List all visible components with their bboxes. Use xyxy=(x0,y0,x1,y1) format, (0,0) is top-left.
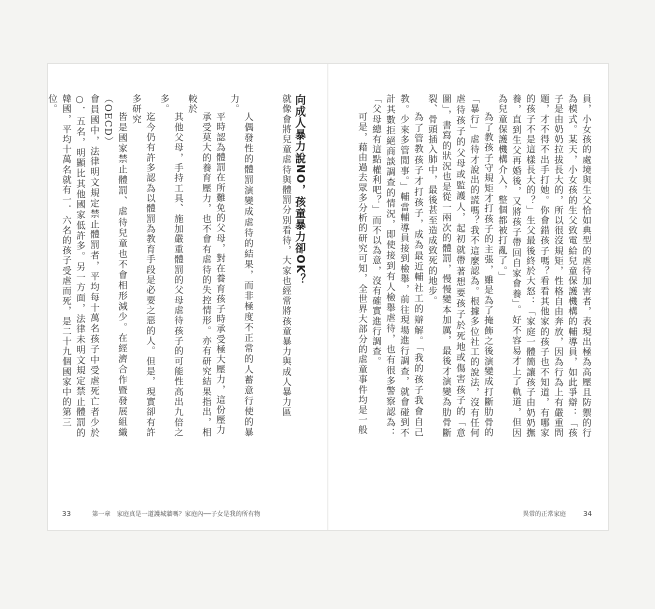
paragraph: 其他父母，手持工具、施加嚴重體罰的父母虐待孩子的可能性高出九倍之多。 xyxy=(158,94,183,438)
book-spread xyxy=(48,64,608,530)
section-lead-paragraph xyxy=(278,94,292,438)
paragraph: 為了管教孩子才打孩子，成為最近輔社工的辯解。「我的孩子我會自己教。少來多管閒事。」輔當輔導員接到檢舉，前往現場進行調查，就會碰到不計其數拒絕商談調查的情況，即使接到有人檢舉虐待，也有很多警察認為：「父母總有這點權利吧？」而不以為意，沒有確實進行調查。 xyxy=(370,94,423,438)
section-heading: 向成人暴力說NO，孩童暴力卻OK？ xyxy=(294,94,306,286)
page-number: 33 xyxy=(62,510,71,518)
paragraph: 會員國中，法律明文規定禁止體罰者，平均每十萬名孩子中受虐死亡者少於○．五名，明顯比其他國家低許多。另一方面，法律未明文規定禁止體罰的韓國，平均十萬名就有一．六名的孩子受虐而死，是二十九個國家中的第三 xyxy=(60,94,99,438)
paragraph: 迄今仍有許多認為以體罰為教育手段是必要之惡的人。但是，現實卻有許多研究 xyxy=(130,94,155,438)
paragraph: 人偶發性的體罰演變成虐待的結果，而非極度不正常的人蓄意行使的暴力。 xyxy=(228,94,253,438)
page-number: 34 xyxy=(583,510,592,518)
paragraph: 平時認為體罰在所難免的父母，對在養育孩子時承受極大壓力，這份壓力 xyxy=(214,112,225,436)
running-head: 異常的正常家庭 xyxy=(522,511,566,518)
paragraph: 位。 xyxy=(46,94,57,115)
paragraph: 可是，藉由過去眾多分析的研究可知，全世界大部分的虐童事件均是一般 xyxy=(356,112,367,436)
left-page xyxy=(48,64,328,530)
left-page-body xyxy=(46,94,254,438)
paragraph: 承受莫大的養育壓力，也不會有虐待的失控情形。亦有研究結果指出，相較於 xyxy=(186,94,211,438)
paragraph: 員，小女孩的處境與生父恰如典型的虐待加害者，表現出極為高壓且防禦的行為模式。某天，小女孩的生父致電給兒童保護機構的輔導員，如此爭辯：「孩子是由奶奶拉拔長大的，所以很沒規矩，性格自由奔放，因為行為上有嚴重問題，才不得不出手打她。你會錯孩子嗎？看看其他家的孩子也不知道，有哪家的孩子不是這樣長大的？」生父最後終於大怒：「家庭一體簡讓孩子由奶奶撫養，直到生父再婚後，又將孩子帶回自家會養」。好不容易才上了軌道，但因為兒童保護機構介入，整個都被打亂了。」 xyxy=(496,94,591,438)
running-head: 第一章 家庭真是一道護城牆嗎？家庭內──子女是我的所有物 xyxy=(92,511,261,518)
paragraph: 皆是國家禁止體罰、虐待兒童也不會相形減少。在經濟合作暨發展組織（OECD） xyxy=(102,94,127,438)
paragraph: 為了教孩子守規矩才打孩子的主張，雖是為了掩飾之後演變成打斷肋骨的「暴行」虐待才說出的謊嗎？我不這麼認為。根據多位社工的說法，沒有任何虐待孩子的父母或監護人，起初就帶著想要孩子於死地或傷害孩子的「意圖」，書寫的狀況也是從一兩次的體罰，慢慢變本加厲，最後才演變為肋骨斷裂、骨頭插入肺中，最後甚至造成致死的地步。 xyxy=(426,94,493,438)
right-page-body xyxy=(346,94,592,438)
right-page xyxy=(328,64,608,530)
paragraph: 就像會將兒童虐待與體罰分別看待，大家也經常將孩童暴力與成人暴力區 xyxy=(280,94,291,418)
